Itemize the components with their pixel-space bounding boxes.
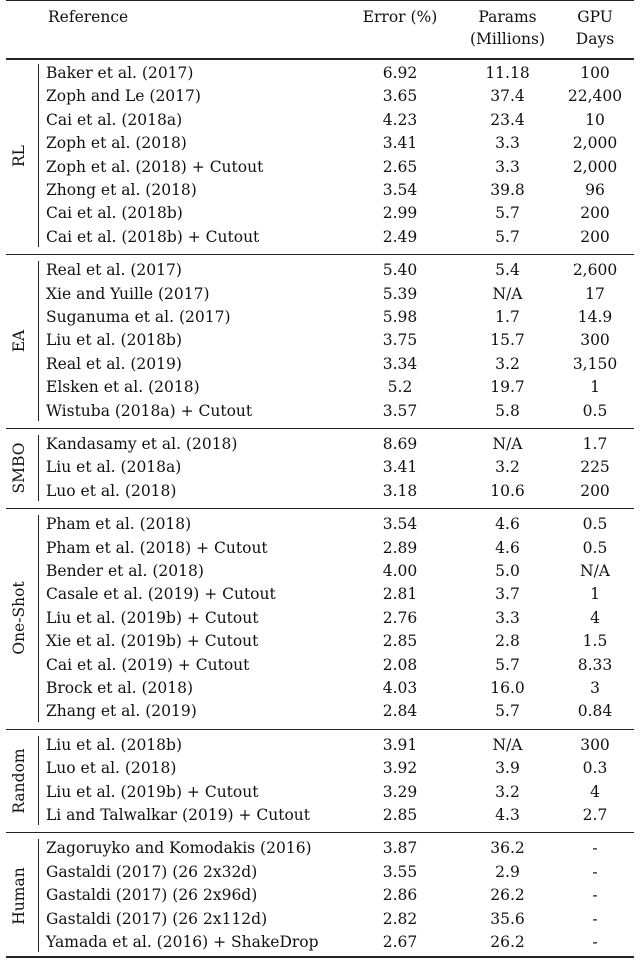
cell-reference: Liu et al. (2018b): [46, 331, 183, 350]
table-row: [0, 226, 640, 249]
cell-params: 19.7: [490, 378, 525, 397]
group-brace-line: [38, 515, 39, 722]
cell-reference: Liu et al. (2018a): [46, 458, 182, 477]
cell-error: 4.23: [382, 110, 418, 129]
cell-gpu-days: 4: [590, 782, 600, 801]
cell-gpu-days: 0.3: [582, 759, 608, 778]
top-rule: [6, 0, 634, 1]
group-separator: [6, 508, 634, 509]
group-separator: [6, 428, 634, 429]
cell-reference: Xie et al. (2019b) + Cutout: [46, 632, 259, 651]
table-row: [0, 62, 640, 85]
cell-reference: Zagoruyko and Komodakis (2016): [46, 839, 312, 858]
cell-error: 2.82: [382, 909, 418, 928]
header-params-line2: (Millions): [469, 30, 546, 48]
cell-params: 23.4: [490, 110, 525, 129]
group-separator: [6, 729, 634, 730]
cell-error: 3.87: [382, 839, 418, 858]
cell-params: 11.18: [485, 64, 530, 82]
cell-gpu-days: 0.5: [582, 538, 608, 557]
cell-error: 3.75: [382, 331, 418, 350]
cell-gpu-days: -: [592, 886, 598, 905]
header-params-line1: Params: [478, 8, 537, 26]
cell-error: 5.2: [387, 378, 413, 397]
cell-reference: Cai et al. (2018b): [46, 204, 183, 223]
cell-params: 3.2: [495, 458, 520, 477]
group-label-text: EA: [10, 329, 28, 353]
cell-error: 2.65: [382, 157, 418, 176]
cell-params: N/A: [492, 435, 523, 453]
table-row: [0, 329, 640, 352]
cell-gpu-days: 8.33: [577, 655, 613, 674]
group-label: [0, 62, 38, 249]
group-label: [0, 259, 38, 423]
cell-error: 2.89: [382, 538, 418, 557]
cell-gpu-days: 1.5: [582, 632, 608, 651]
cell-reference: Casale et al. (2019) + Cutout: [46, 585, 276, 604]
cell-error: 4.00: [382, 562, 418, 580]
cell-params: 10.6: [490, 481, 525, 500]
cell-error: 2.86: [382, 886, 418, 905]
cell-error: 2.08: [382, 655, 418, 674]
cell-params: 5.0: [495, 562, 520, 580]
table-row: [0, 456, 640, 479]
cell-params: 3.2: [495, 782, 520, 801]
cell-gpu-days: 2.7: [582, 806, 608, 824]
cell-reference: Gastaldi (2017) (26 2x32d): [46, 862, 258, 881]
group-brace-line: [38, 435, 39, 501]
table-row: [0, 109, 640, 132]
cell-params: 5.4: [495, 261, 520, 280]
cell-params: N/A: [492, 284, 523, 303]
cell-reference: Cai et al. (2018b) + Cutout: [46, 227, 260, 246]
table-row: [0, 156, 640, 179]
header-reference: Reference: [48, 8, 129, 26]
table-row: [0, 433, 640, 456]
cell-reference: Kandasamy et al. (2018): [46, 435, 238, 453]
cell-gpu-days: 3: [590, 679, 600, 697]
table-row: [0, 908, 640, 931]
cell-gpu-days: 300: [580, 735, 610, 754]
cell-reference: Elsken et al. (2018): [46, 378, 200, 397]
table-row: [0, 560, 640, 583]
cell-params: 5.7: [495, 655, 520, 674]
cell-error: 3.34: [382, 354, 418, 373]
cell-error: 2.84: [382, 702, 418, 721]
cell-reference: Real et al. (2019): [46, 354, 182, 373]
cell-reference: Gastaldi (2017) (26 2x96d): [46, 886, 258, 905]
cell-gpu-days: 2,600: [572, 261, 618, 280]
cell-gpu-days: 1.7: [582, 435, 608, 453]
table-row: [0, 931, 640, 954]
cell-error: 6.92: [382, 64, 418, 82]
cell-gpu-days: 0.84: [577, 702, 613, 721]
cell-reference: Liu et al. (2019b) + Cutout: [46, 782, 259, 801]
table-row: [0, 400, 640, 423]
cell-params: 35.6: [490, 909, 525, 928]
cell-error: 3.18: [382, 481, 418, 500]
cell-gpu-days: 22,400: [567, 87, 623, 106]
header-rule: [6, 58, 634, 60]
cell-gpu-days: 225: [580, 458, 610, 477]
cell-gpu-days: 17: [585, 284, 605, 303]
bottom-rule: [6, 956, 634, 958]
group-label: [0, 837, 38, 954]
table-row: [0, 259, 640, 282]
cell-gpu-days: -: [592, 862, 598, 881]
group-label-text: Human: [10, 867, 28, 925]
cell-gpu-days: -: [592, 839, 598, 858]
cell-params: 2.9: [495, 862, 520, 881]
cell-error: 2.49: [382, 227, 418, 246]
cell-error: 2.85: [382, 632, 418, 651]
table-row: [0, 353, 640, 376]
header-params: [460, 6, 555, 50]
cell-error: 3.41: [382, 458, 418, 477]
table-row: [0, 132, 640, 155]
cell-reference: Luo et al. (2018): [46, 481, 177, 500]
cell-params: 4.3: [495, 806, 520, 824]
cell-reference: Yamada et al. (2016) + ShakeDrop: [46, 933, 319, 951]
cell-reference: Brock et al. (2018): [46, 679, 194, 697]
table-row: [0, 583, 640, 606]
cell-gpu-days: 0.5: [582, 401, 608, 420]
cell-error: 3.65: [382, 87, 418, 106]
table-row: [0, 861, 640, 884]
cell-gpu-days: N/A: [580, 562, 610, 580]
group-label: [0, 433, 38, 503]
cell-reference: Pham et al. (2018): [46, 515, 192, 534]
table-row: [0, 757, 640, 780]
cell-gpu-days: 4: [590, 608, 600, 627]
cell-reference: Bender et al. (2018): [46, 562, 204, 580]
cell-gpu-days: 10: [585, 110, 605, 129]
table-row: [0, 734, 640, 757]
cell-params: 5.7: [495, 702, 520, 721]
cell-params: 3.3: [495, 608, 520, 627]
table-row: [0, 804, 640, 827]
group-brace-line: [38, 839, 39, 952]
group-label-text: One-Shot: [10, 581, 28, 656]
cell-gpu-days: 1: [590, 378, 600, 397]
cell-error: 3.41: [382, 134, 418, 153]
cell-reference: Zhong et al. (2018): [46, 181, 197, 199]
cell-gpu-days: 2,000: [572, 157, 618, 176]
table-row: [0, 677, 640, 700]
cell-gpu-days: 100: [580, 64, 610, 82]
cell-params: 1.7: [495, 308, 520, 326]
cell-error: 3.54: [382, 181, 418, 199]
cell-reference: Zhang et al. (2019): [46, 702, 197, 721]
table-row: [0, 85, 640, 108]
cell-reference: Cai et al. (2019) + Cutout: [46, 655, 250, 674]
cell-params: 5.8: [495, 401, 520, 420]
cell-params: 26.2: [490, 933, 525, 951]
cell-reference: Gastaldi (2017) (26 2x112d): [46, 909, 268, 928]
cell-reference: Liu et al. (2019b) + Cutout: [46, 608, 259, 627]
header-gpu-line1: GPU: [577, 8, 613, 26]
table-row: [0, 480, 640, 503]
group-brace-line: [38, 261, 39, 421]
group-separator: [6, 832, 634, 833]
cell-error: 5.40: [382, 261, 418, 280]
cell-gpu-days: 2,000: [572, 134, 618, 153]
cell-reference: Baker et al. (2017): [46, 64, 194, 82]
group-brace-line: [38, 736, 39, 826]
cell-error: 8.69: [382, 435, 418, 453]
cell-gpu-days: 0.5: [582, 515, 608, 534]
cell-gpu-days: 3,150: [572, 354, 618, 373]
cell-params: 39.8: [490, 181, 525, 199]
table-row: [0, 283, 640, 306]
cell-error: 2.99: [382, 204, 418, 223]
cell-error: 5.98: [382, 308, 418, 326]
cell-gpu-days: 200: [580, 227, 610, 246]
cell-params: 2.8: [495, 632, 520, 651]
cell-params: 26.2: [490, 886, 525, 905]
cell-error: 2.67: [382, 933, 418, 951]
cell-reference: Pham et al. (2018) + Cutout: [46, 538, 268, 557]
cell-params: 15.7: [490, 331, 525, 350]
cell-gpu-days: -: [592, 909, 598, 928]
table-row: [0, 202, 640, 225]
group-separator: [6, 254, 634, 255]
cell-error: 3.91: [382, 735, 418, 754]
cell-gpu-days: 1: [590, 585, 600, 604]
cell-gpu-days: 96: [585, 181, 605, 199]
cell-params: 36.2: [490, 839, 525, 858]
cell-gpu-days: 14.9: [577, 308, 613, 326]
table-row: [0, 513, 640, 536]
table-row: [0, 837, 640, 860]
cell-params: 3.2: [495, 354, 520, 373]
cell-error: 3.54: [382, 515, 418, 534]
cell-params: 37.4: [490, 87, 525, 106]
table-row: [0, 306, 640, 329]
table-row: [0, 884, 640, 907]
group-label-text: SMBO: [10, 442, 28, 494]
table-row: [0, 654, 640, 677]
cell-reference: Cai et al. (2018a): [46, 110, 183, 129]
cell-reference: Zoph and Le (2017): [46, 87, 201, 106]
cell-params: N/A: [492, 735, 523, 754]
group-label-text: Random: [10, 747, 28, 814]
cell-error: 3.55: [382, 862, 418, 881]
cell-reference: Real et al. (2017): [46, 261, 182, 280]
cell-error: 4.03: [382, 679, 418, 697]
cell-reference: Luo et al. (2018): [46, 759, 177, 778]
table-row: [0, 630, 640, 653]
cell-reference: Suganuma et al. (2017): [46, 308, 231, 326]
cell-reference: Zoph et al. (2018): [46, 134, 187, 153]
cell-error: 5.39: [382, 284, 418, 303]
cell-gpu-days: 200: [580, 481, 610, 500]
cell-reference: Zoph et al. (2018) + Cutout: [46, 157, 264, 176]
cell-error: 3.92: [382, 759, 418, 778]
cell-params: 4.6: [495, 538, 520, 557]
cell-params: 3.7: [495, 585, 520, 604]
cell-params: 3.3: [495, 157, 520, 176]
cell-error: 2.85: [382, 806, 418, 824]
table-row: [0, 179, 640, 202]
cell-params: 5.7: [495, 227, 520, 246]
cell-params: 3.3: [495, 134, 520, 153]
group-label: [0, 734, 38, 828]
cell-gpu-days: 300: [580, 331, 610, 350]
table-row: [0, 376, 640, 399]
cell-params: 16.0: [490, 679, 525, 697]
group-brace-line: [38, 64, 39, 247]
table-row: [0, 607, 640, 630]
cell-error: 2.76: [382, 608, 418, 627]
header-gpu-line2: Days: [575, 30, 615, 48]
header-gpu-days: [555, 6, 635, 50]
group-label-text: RL: [10, 144, 28, 167]
cell-reference: Wistuba (2018a) + Cutout: [46, 401, 253, 420]
cell-gpu-days: 200: [580, 204, 610, 223]
header-error: Error (%): [362, 8, 438, 26]
cell-reference: Li and Talwalkar (2019) + Cutout: [46, 806, 311, 824]
cell-error: 3.57: [382, 401, 418, 420]
cell-error: 2.81: [382, 585, 418, 604]
group-label: [0, 513, 38, 724]
cell-params: 3.9: [495, 759, 520, 778]
cell-reference: Xie and Yuille (2017): [46, 284, 210, 303]
cell-gpu-days: -: [592, 933, 598, 951]
table-row: [0, 700, 640, 723]
cell-reference: Liu et al. (2018b): [46, 735, 183, 754]
cell-params: 5.7: [495, 204, 520, 223]
cell-params: 4.6: [495, 515, 520, 534]
cell-error: 3.29: [382, 782, 418, 801]
table-row: [0, 537, 640, 560]
table-row: [0, 781, 640, 804]
